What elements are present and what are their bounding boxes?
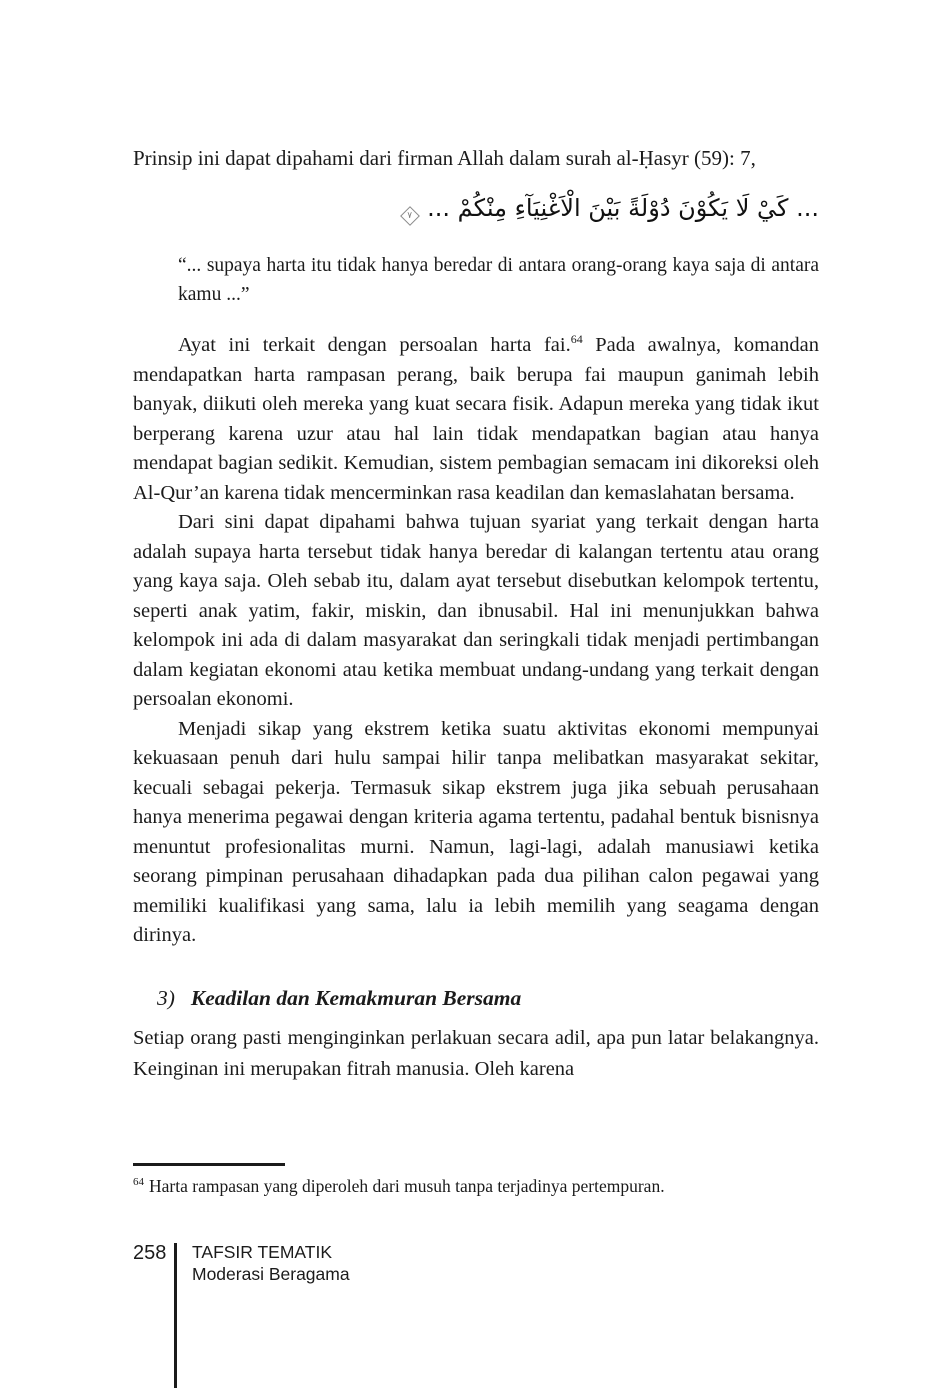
section-heading-title: Keadilan dan Kemakmuran Bersama <box>190 985 522 1010</box>
page-content <box>133 143 819 1085</box>
ayah-number: ٧ <box>407 210 413 221</box>
footnote-text: Harta rampasan yang diperoleh dari musuh tanpa terjadinya pertempuran. <box>149 1176 665 1196</box>
paragraph-tujuan-syariat: Dari sini dapat dipahami bahwa tujuan syariat yang terkait dengan harta adalah supaya harta tersebut tidak hanya beredar di kalangan tertentu atau orang yang kaya saja. Oleh sebab itu, dalam ayat tersebut disebutkan kelompok tertentu, seperti anak yatim, fakir, miskin, dan ibnusabil. Hal ini menunjukkan bahwa kelompok ini ada di dalam masyarakat dan seringkali tidak menjadi pertimbangan dalam kegiatan ekonomi atau ketika membuat undang-undang yang terkait dengan persoalan ekonomi. <box>133 511 819 710</box>
body-paragraphs <box>133 331 819 1085</box>
paragraph-text-before-footnote: Ayat ini terkait dengan persoalan harta fai. <box>178 334 571 356</box>
running-footer-book-title: TAFSIR TEMATIK <box>192 1242 333 1262</box>
paragraph-sikap-ekstrem: Menjadi sikap yang ekstrem ketika suatu aktivitas ekonomi mempunyai kekuasaan penuh dari hulu sampai hilir tanpa melibatkan masyarakat sekitar, kecuali sebagai pekerja. Termasuk sikap ekstrem juga jika sebuah perusahaan hanya menerima pegawai dengan kriteria agama tertentu, padahal bentuk bisnisnya menuntut profesionalitas murni. Namun, lagi-lagi, adalah manusiawi ketika seorang pimpinan perusahaan dihadapkan pada dua pilihan calon pegawai yang memiliki kualifikasi yang sama, lalu ia lebih memilih yang seagama dengan dirinya. <box>133 717 819 946</box>
footnote-area <box>133 1163 819 1198</box>
footnote-divider-rule <box>133 1163 285 1166</box>
paragraph-keadilan-intro: Setiap orang pasti menginginkan perlakuan secara adil, apa pun latar belakangnya. Keinginan ini merupakan fitrah manusia. Oleh karena <box>133 1026 819 1080</box>
section-heading <box>157 983 819 1013</box>
running-footer-book-subtitle: Moderasi Beragama <box>192 1264 350 1284</box>
ayah-number-marker-icon <box>400 206 420 226</box>
paragraph-text-after-footnote: Pada awalnya, komandan mendapatkan harta rampasan perang, baik berupa fai maupun ganimah lebih banyak, diikuti oleh mereka yang kuat secara fisik. Adapun mereka yang tidak ikut berperang karena uzur atau hal lain tidak mendapatkan bagian atau hanya mendapat bagian sedikit. Kemudian, sistem pembagian semacam ini dikoreksi oleh Al-Qur’an karena tidak mencerminkan rasa keadilan dan kemaslahatan bersama. <box>133 334 819 504</box>
paragraph-harta-fai <box>133 331 819 508</box>
intro-paragraph: Prinsip ini dapat dipahami dari firman Allah dalam surah al-Ḥasyr (59): 7, <box>133 146 756 170</box>
footnote-64 <box>133 1174 819 1198</box>
quran-verse-arabic <box>133 179 819 237</box>
section-heading-number: 3) <box>157 985 175 1010</box>
quran-verse-text: ... كَيْ لَا يَكُوْنَ دُوْلَةً بَيْنَ الْاَغْنِيَآءِ مِنْكُمْ ... <box>427 194 819 222</box>
footer-vertical-rule <box>174 1243 177 1388</box>
footnote-marker: 64 <box>133 1176 144 1189</box>
verse-translation-quote: “... supaya harta itu tidak hanya beredar di antara orang-orang kaya saja di antara kamu ...” <box>178 255 819 305</box>
page-number: 258 <box>133 1242 167 1264</box>
footnote-reference-64: 64 <box>570 332 583 347</box>
running-footer <box>192 1241 350 1285</box>
